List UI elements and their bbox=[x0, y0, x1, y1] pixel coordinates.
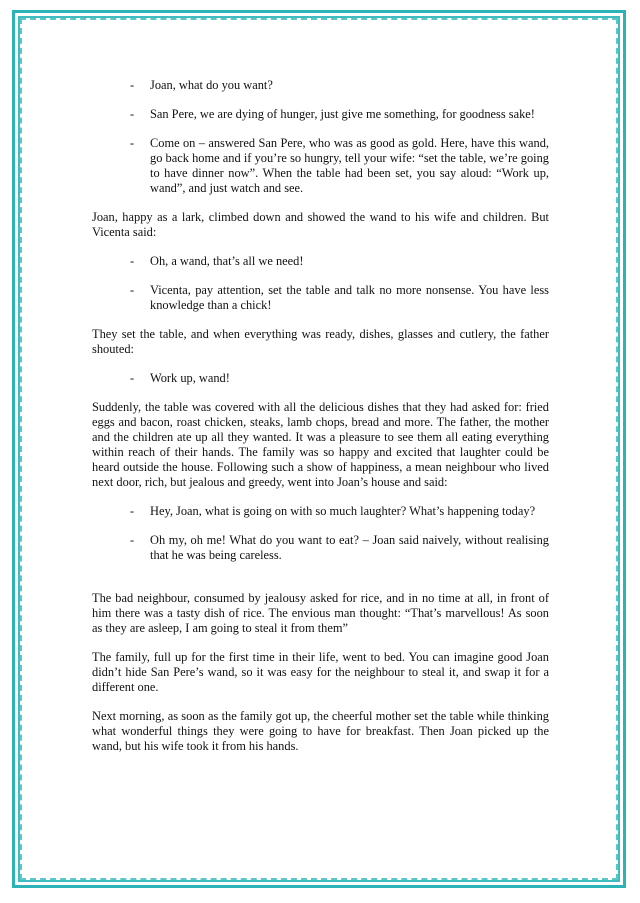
paragraph: The family, full up for the first time in their life, went to bed. You can imagine good Joan didn’t hide San Pere’s wand, so it was easy for the neighbour to steal it, and swap it for a different one. bbox=[92, 650, 549, 694]
dialogue-line: - Oh my, oh me! What do you want to eat? – Joan said naively, without realising that he was being careless. bbox=[92, 533, 549, 563]
paragraph: They set the table, and when everything was ready, dishes, glasses and cutlery, the father shouted: bbox=[92, 327, 549, 356]
dialogue-line: - Hey, Joan, what is going on with so much laughter? What’s happening today? bbox=[92, 504, 549, 519]
dialogue-line: - Vicenta, pay attention, set the table and talk no more nonsense. You have less knowledge than a chick! bbox=[92, 283, 549, 313]
paragraph: Suddenly, the table was covered with all the delicious dishes that they had asked for: fried eggs and bacon, roast chicken, steaks, lamb chops, bread and more. The father, the mother and the children ate up all they wanted. It was a pleasure to see them all eating everything within reach of their hands. The family was so happy and excited that laughter could be heard outside the house. Following such a show of happiness, a mean neighbour who lived next door, rich, but jealous and greedy, went into Joan’s house and said: bbox=[92, 400, 549, 489]
dialogue-line: - Work up, wand! bbox=[92, 371, 549, 386]
document-body bbox=[92, 78, 549, 768]
paragraph: The bad neighbour, consumed by jealousy asked for rice, and in no time at all, in front of him there was a tasty dish of rice. The envious man thought: “That’s marvellous! As soon as they are asleep, I am going to steal it from them” bbox=[92, 591, 549, 635]
paragraph: Next morning, as soon as the family got up, the cheerful mother set the table while thinking what wonderful things they were going to have for breakfast. Then Joan picked up the wand, but his wife took it from his hands. bbox=[92, 709, 549, 753]
dialogue-line: - Joan, what do you want? bbox=[92, 78, 549, 93]
dialogue-line: - San Pere, we are dying of hunger, just give me something, for goodness sake! bbox=[92, 107, 549, 122]
paragraph: Joan, happy as a lark, climbed down and showed the wand to his wife and children. But Vicenta said: bbox=[92, 210, 549, 239]
spacer bbox=[92, 577, 549, 591]
dialogue-line: - Oh, a wand, that’s all we need! bbox=[92, 254, 549, 269]
dialogue-line: - Come on – answered San Pere, who was as good as gold. Here, have this wand, go back home and if you’re so hungry, tell your wife: “set the table, we’re going to have dinner now”. When the table had been set, you say aloud: “Work up, wand”, and just watch and see. bbox=[92, 136, 549, 196]
